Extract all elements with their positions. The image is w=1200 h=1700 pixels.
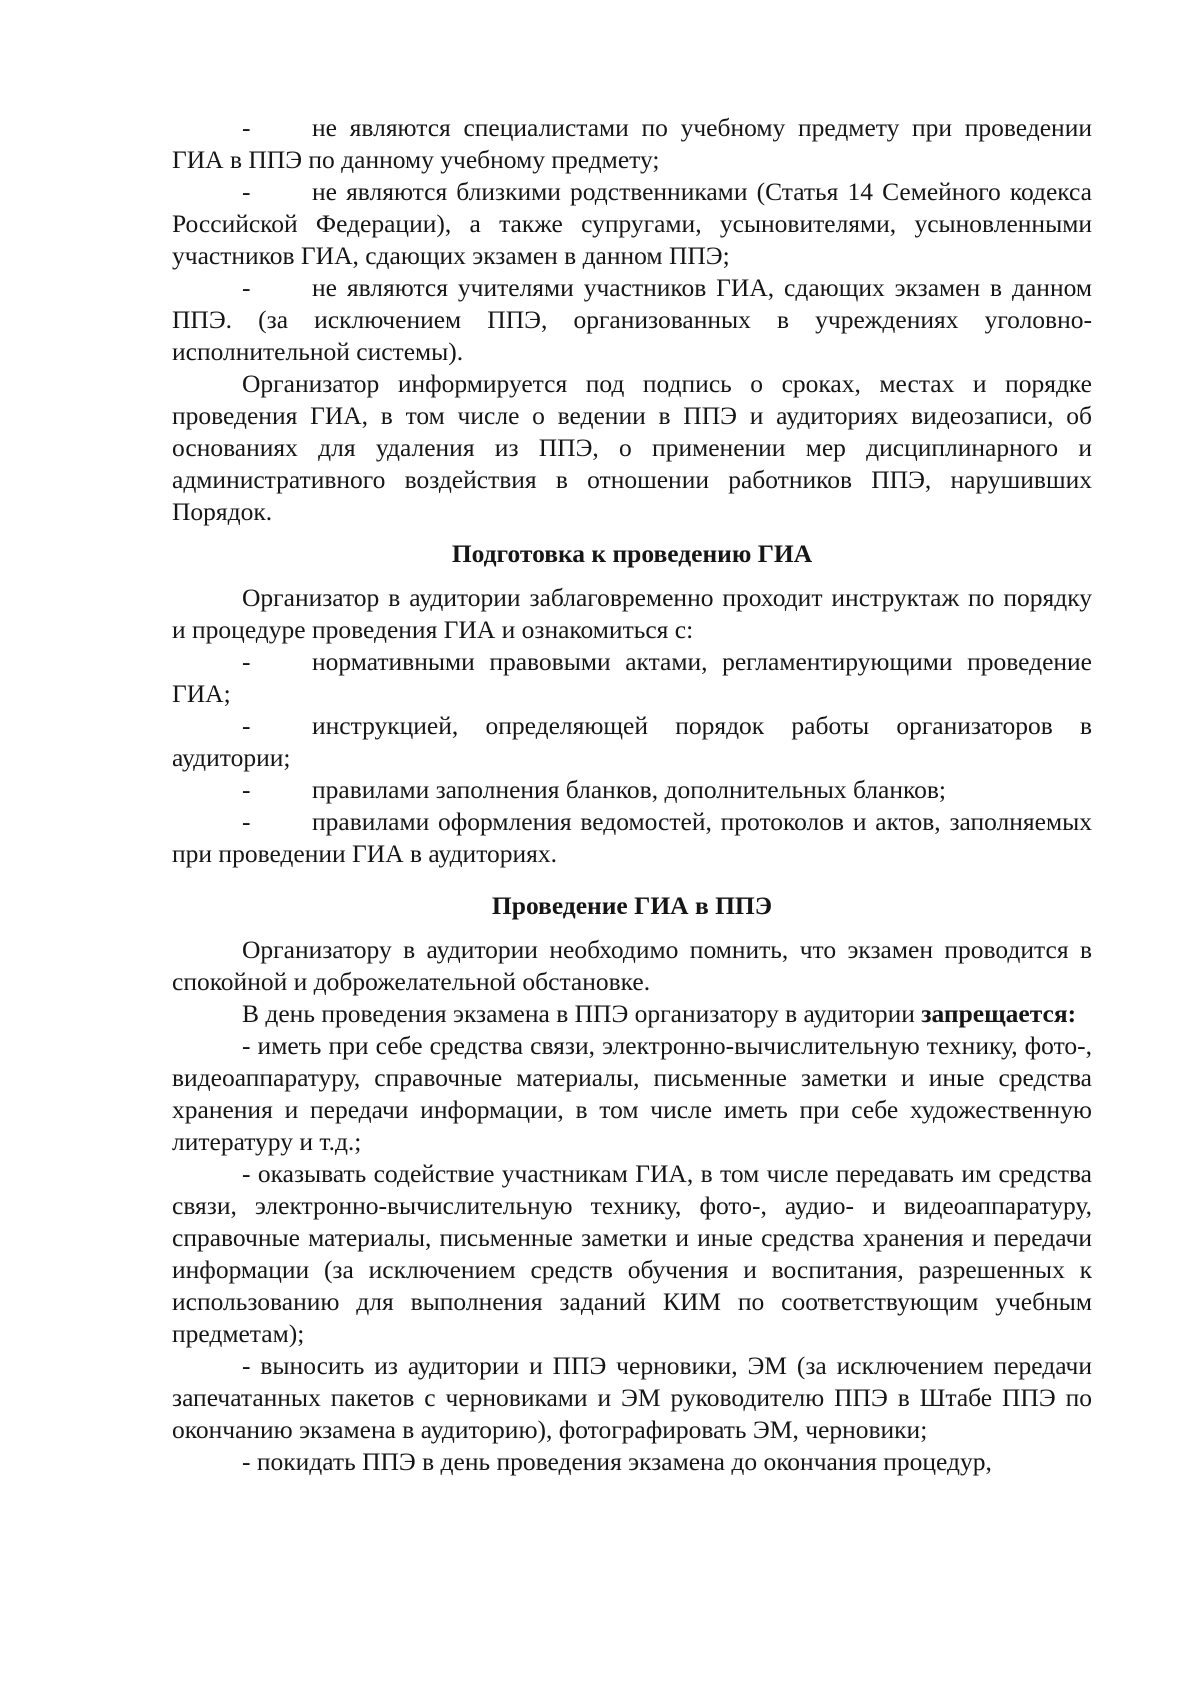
list-dash: - [242, 273, 251, 302]
section-heading-preparation: Подготовка к проведению ГИА [451, 539, 813, 568]
document-page [172, 112, 1092, 1478]
list-item-text: правилами заполнения бланков, дополнительных бланков; [312, 775, 946, 804]
list-item-text: не являются близкими родственниками (Статья 14 Семейного кодекса Российской Федерации), а также супругами, усыновителями, усыновленными участников ГИА, сдающих экзамен в данном ППЭ; [172, 177, 1092, 270]
list-dash: - [242, 647, 251, 676]
ban-item: - оказывать содействие участникам ГИА, в том числе передавать им средства связи, электронно-вычислительную технику, фото-, аудио- и видеоаппаратуру, справочные материалы, письменные заметки и иные средства хранения и передачи информации (за исключением средств обучения и воспитания, разрешенных к использованию для выполнения заданий КИМ по соответствующим учебным предметам); [172, 1159, 1092, 1348]
list-item [172, 710, 1092, 774]
forbidden-bold-text: запрещается: [921, 999, 1077, 1028]
paragraph-informed: Организатор информируется под подпись о сроках, местах и порядке проведения ГИА, в том числе о ведении в ППЭ и аудиториях видеозаписи, об основаниях для удаления из ППЭ, о применении мер дисциплинарного и административного воздействия в отношении работников ППЭ, нарушивших Порядок. [172, 369, 1092, 526]
list-item [172, 774, 1092, 806]
list-item-text: не являются специалистами по учебному предмету при проведении ГИА в ППЭ по данному учебному предмету; [172, 113, 1092, 174]
list-item [172, 112, 1092, 176]
list-dash: - [242, 113, 251, 142]
list-item [172, 272, 1092, 368]
list-item [172, 806, 1092, 870]
ban-item: - иметь при себе средства связи, электронно-вычислительную технику, фото-, видеоаппаратуру, справочные материалы, письменные заметки и иные средства хранения и передачи информации, в том числе иметь при себе художественную литературу и т.д.; [172, 1031, 1092, 1156]
forbidden-lead-text: В день проведения экзамена в ППЭ организатору в аудитории [242, 999, 915, 1028]
section-heading-conduct: Проведение ГИА в ППЭ [491, 891, 773, 920]
list-dash: - [242, 775, 251, 804]
ban-item: - выносить из аудитории и ППЭ черновики, ЭМ (за исключением передачи запечатанных пакетов с черновиками и ЭМ руководителю ППЭ в Штабе ППЭ по окончанию экзамена в аудиторию), фотографировать ЭМ, черновики; [172, 1351, 1092, 1444]
paragraph-preparation: Организатор в аудитории заблаговременно проходит инструктаж по порядку и процедуре проведения ГИА и ознакомиться с: [172, 583, 1092, 644]
ban-item: - покидать ППЭ в день проведения экзамена до окончания процедур, [242, 1447, 992, 1476]
list-item-text: правилами оформления ведомостей, протоколов и актов, заполняемых при проведении ГИА в аудиториях. [172, 807, 1092, 868]
paragraph-forbidden [172, 998, 1092, 1030]
list-dash: - [242, 177, 251, 206]
list-item-text: инструкцией, определяющей порядок работы организаторов в аудитории; [172, 711, 1092, 772]
list-item [172, 176, 1092, 272]
list-item [172, 646, 1092, 710]
list-item-text: нормативными правовыми актами, регламентирующими проведение ГИА; [172, 647, 1092, 708]
list-dash: - [242, 711, 251, 740]
paragraph-calm: Организатору в аудитории необходимо помнить, что экзамен проводится в спокойной и доброжелательной обстановке. [172, 935, 1092, 996]
list-dash: - [242, 807, 251, 836]
list-item-text: не являются учителями участников ГИА, сдающих экзамен в данном ППЭ. (за исключением ППЭ, организованных в учреждениях уголовно-исполнительной системы). [172, 273, 1092, 366]
